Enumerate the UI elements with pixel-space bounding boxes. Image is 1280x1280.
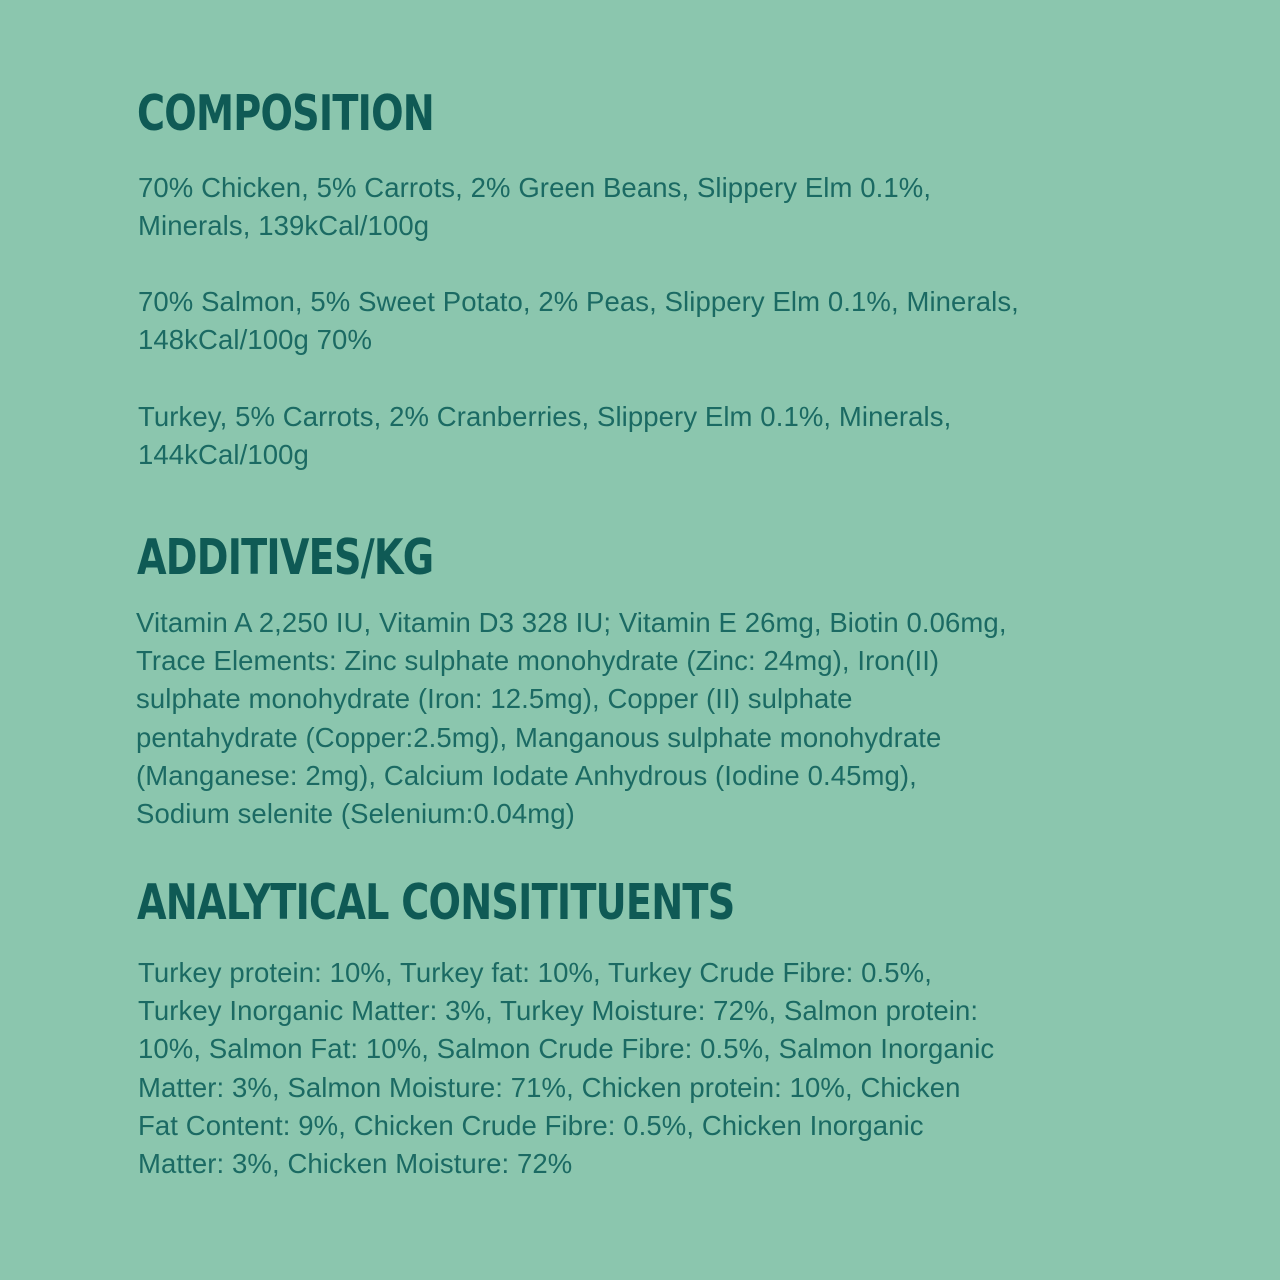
additives-heading: ADDITIVES/KG (137, 529, 434, 586)
text-line: Turkey Inorganic Matter: 3%, Turkey Moisture: 72%, Salmon protein: (138, 995, 979, 1027)
analytical-constituents-text (138, 954, 994, 1183)
text-line: Fat Content: 9%, Chicken Crude Fibre: 0.5%, Chicken Inorganic (138, 1109, 924, 1141)
composition-recipe-salmon (138, 283, 1019, 359)
additives-text (136, 604, 1007, 833)
text-line: Vitamin A 2,250 IU, Vitamin D3 328 IU; Vitamin E 26mg, Biotin 0.06mg, (136, 607, 1007, 638)
text-line: 10%, Salmon Fat: 10%, Salmon Crude Fibre: 0.5%, Salmon Inorganic (138, 1033, 995, 1065)
text-line: Sodium selenite (Selenium:0.04mg) (136, 798, 575, 830)
composition-heading: COMPOSITION (137, 85, 435, 142)
text-line: 148kCal/100g 70% (138, 324, 372, 356)
text-line: pentahydrate (Copper:2.5mg), Manganous sulphate monohydrate (136, 721, 942, 753)
text-line: Matter: 3%, Chicken Moisture: 72% (138, 1148, 573, 1180)
text-line: Turkey protein: 10%, Turkey fat: 10%, Turkey Crude Fibre: 0.5%, (138, 957, 932, 988)
text-line: 144kCal/100g (138, 439, 309, 471)
text-line: 70% Salmon, 5% Sweet Potato, 2% Peas, Slippery Elm 0.1%, Minerals, (138, 286, 1019, 317)
text-line: Minerals, 139kCal/100g (138, 210, 430, 242)
composition-recipe-turkey (138, 398, 951, 474)
text-line: Turkey, 5% Carrots, 2% Cranberries, Slippery Elm 0.1%, Minerals, (138, 401, 952, 432)
text-line: (Manganese: 2mg), Calcium Iodate Anhydrous (Iodine 0.45mg), (136, 759, 917, 791)
text-line: sulphate monohydrate (Iron: 12.5mg), Copper (II) sulphate (136, 683, 853, 715)
composition-recipe-chicken (138, 169, 931, 245)
text-line: Matter: 3%, Salmon Moisture: 71%, Chicken protein: 10%, Chicken (138, 1071, 961, 1103)
analytical-constituents-heading: ANALYTICAL CONSITITUENTS (137, 874, 735, 931)
text-line: 70% Chicken, 5% Carrots, 2% Green Beans, Slippery Elm 0.1%, (138, 172, 932, 203)
text-line: Trace Elements: Zinc sulphate monohydrate (Zinc: 24mg), Iron(II) (136, 645, 940, 677)
